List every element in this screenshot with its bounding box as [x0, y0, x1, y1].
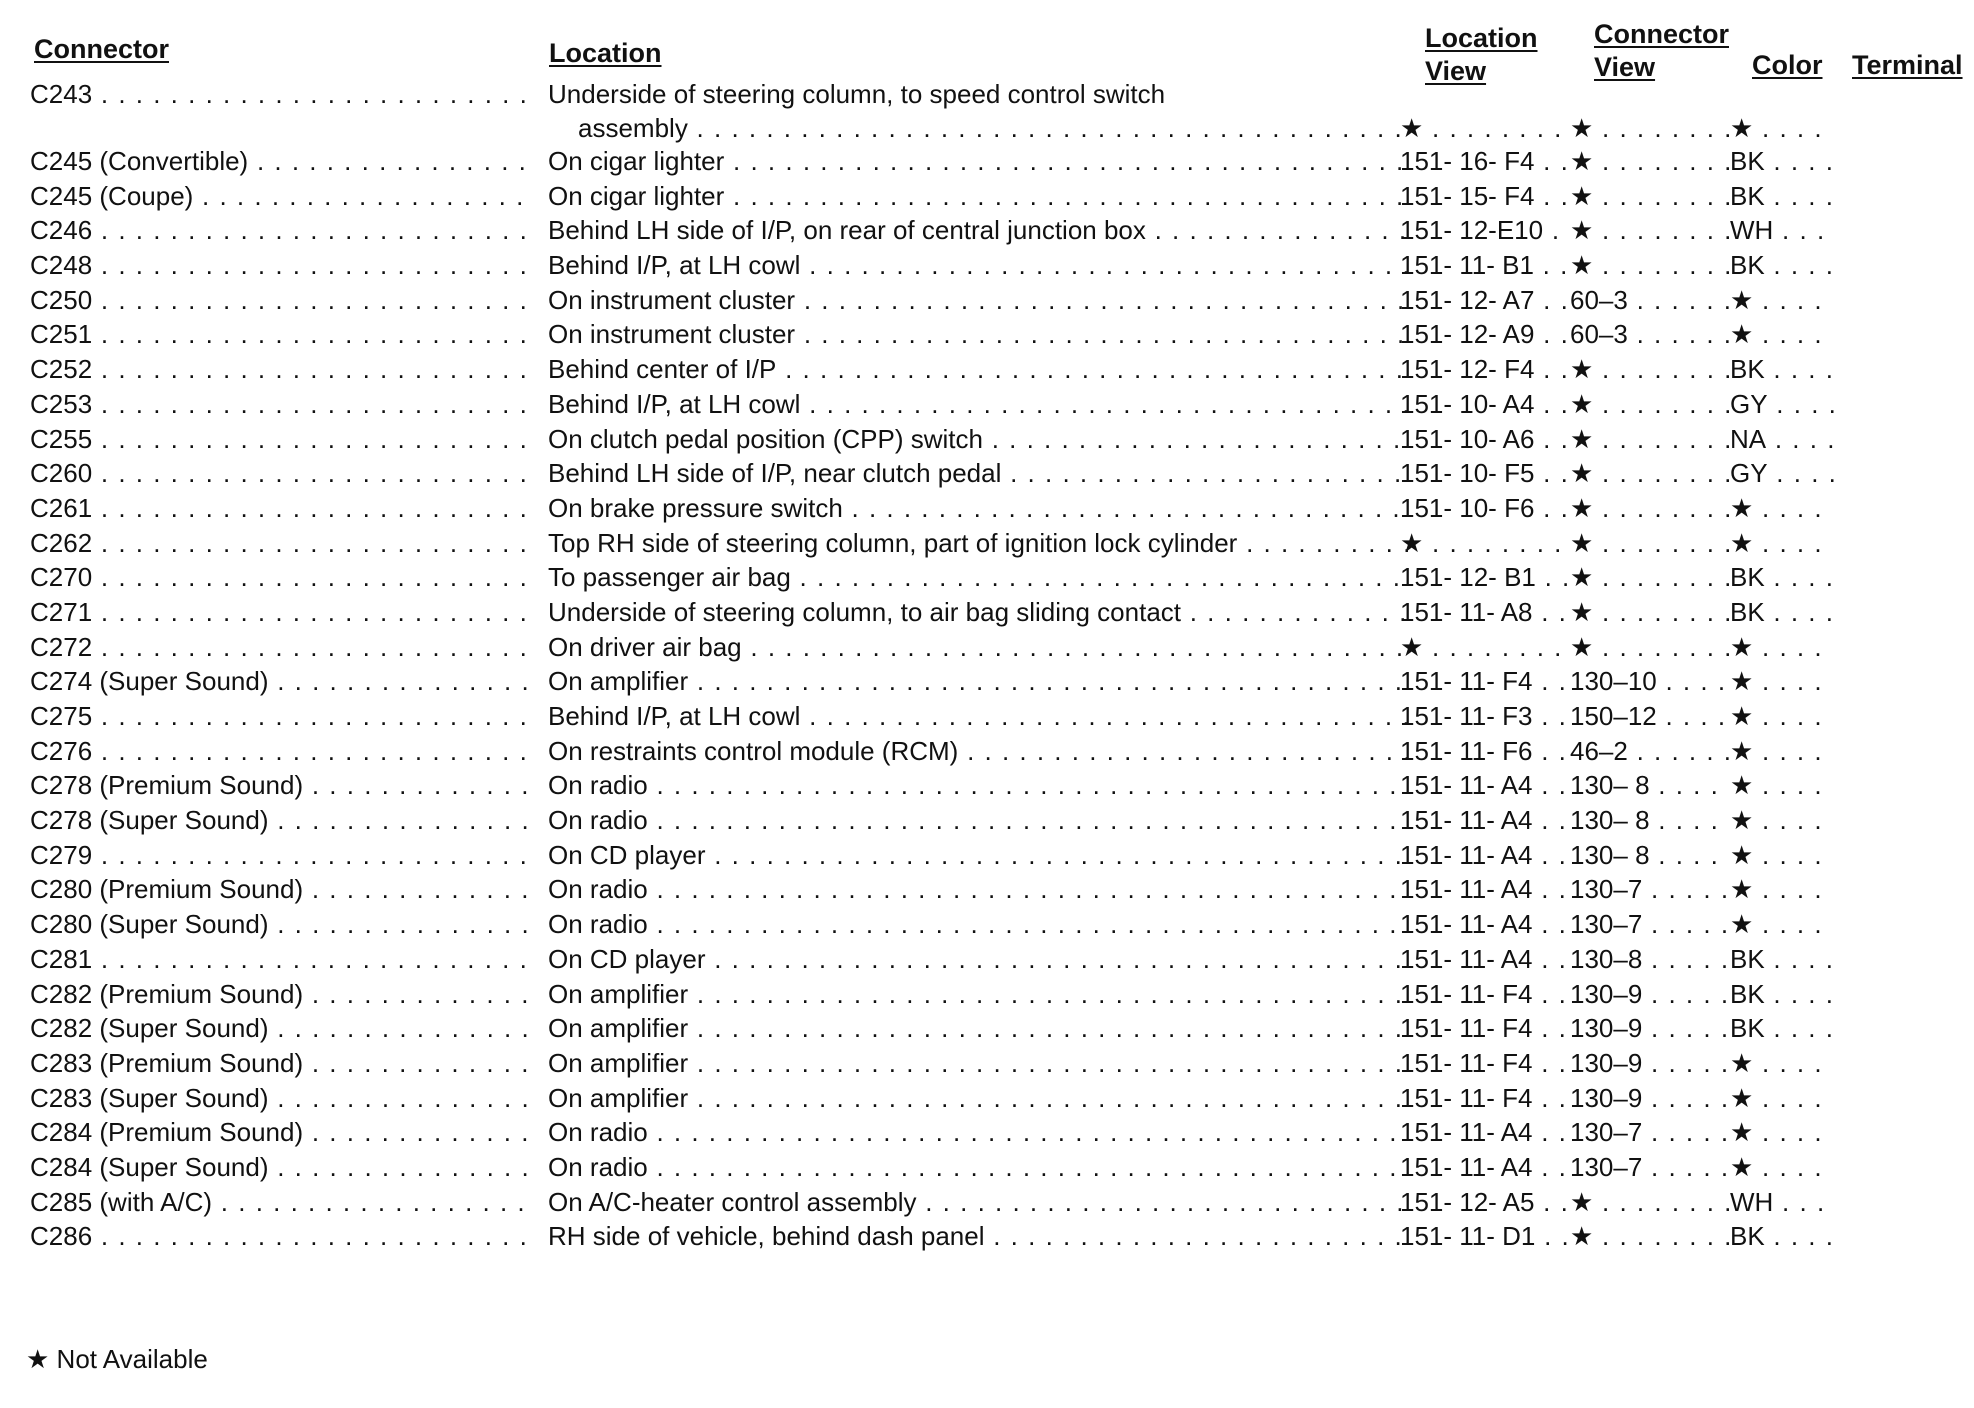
connector-cell: C248 . . .: [30, 250, 535, 281]
color-cell: ★ . . .: [1730, 770, 1834, 801]
location-view-cell: 151- 10- F5 . . .: [1400, 458, 1568, 489]
location-cell: assembly . . .: [578, 113, 1408, 144]
connector-cell: C270 . . .: [30, 562, 535, 593]
location-cell: Underside of steering column, to speed control switch: [548, 79, 1166, 109]
location-cell: Behind center of I/P . . .: [548, 354, 1408, 385]
location-view-cell: 151- 11- F4 . . .: [1400, 979, 1568, 1010]
location-view-cell: 151- 11- A8 . . .: [1400, 597, 1568, 628]
connector-cell: C280 (Premium Sound) . . .: [30, 874, 535, 905]
connector-view-cell: 130–9 . . .: [1570, 1048, 1730, 1079]
color-cell: GY . . .: [1730, 389, 1834, 420]
connector-view-cell: 60–3 . . .: [1570, 319, 1730, 350]
connector-view-cell: ★ . . .: [1570, 632, 1730, 663]
connector-view-cell: 150–12 . . .: [1570, 701, 1730, 732]
table-row: [30, 389, 1950, 424]
table-row: [30, 1117, 1950, 1152]
connector-view-cell: 130– 8 . . .: [1570, 840, 1730, 871]
location-view-cell: 151- 11- B1 . . .: [1400, 250, 1568, 281]
color-cell: ★ . . .: [1730, 1152, 1834, 1183]
connector-cell: C246 . . .: [30, 215, 535, 246]
location-view-cell: 151- 10- F6 . . .: [1400, 493, 1568, 524]
color-cell: BK . . .: [1730, 354, 1834, 385]
location-view-cell: ★ . . .: [1400, 528, 1568, 559]
location-cell: On amplifier . . .: [548, 1013, 1408, 1044]
location-cell: On CD player . . .: [548, 944, 1408, 975]
color-cell: ★ . . .: [1730, 736, 1834, 767]
connector-cell: C283 (Premium Sound) . . .: [30, 1048, 535, 1079]
table-row: [30, 1013, 1950, 1048]
connector-cell: C284 (Premium Sound) . . .: [30, 1117, 535, 1148]
table-row: [30, 146, 1950, 181]
location-view-cell: 151- 10- A6 . . .: [1400, 424, 1568, 455]
location-cell: On restraints control module (RCM) . . .: [548, 736, 1408, 767]
location-view-cell: 151- 11- F4 . . .: [1400, 1013, 1568, 1044]
connector-cell: C275 . . .: [30, 701, 535, 732]
location-cell: On radio . . .: [548, 770, 1408, 801]
connector-cell: C260 . . .: [30, 458, 535, 489]
table-row: [30, 1083, 1950, 1118]
color-cell: BK . . .: [1730, 979, 1834, 1010]
location-view-cell: 151- 11- D1 . . .: [1400, 1221, 1568, 1252]
color-cell: BK . . .: [1730, 562, 1834, 593]
color-cell: BK . . .: [1730, 944, 1834, 975]
header-terminal: Terminal: [1852, 50, 1963, 80]
location-view-cell: 151- 11- A4 . . .: [1400, 1152, 1568, 1183]
location-cell: On radio . . .: [548, 874, 1408, 905]
table-row: [30, 736, 1950, 771]
connector-view-cell: 46–2 . . .: [1570, 736, 1730, 767]
color-cell: BK . . .: [1730, 1221, 1834, 1252]
header-location-view-line1: Location: [1425, 23, 1538, 53]
table-row: [30, 1187, 1950, 1222]
connector-view-cell: 130–9 . . .: [1570, 1013, 1730, 1044]
location-cell: Behind I/P, at LH cowl . . .: [548, 250, 1408, 281]
location-view-cell: 151- 11- F4 . . .: [1400, 1048, 1568, 1079]
connector-view-cell: 130–9 . . .: [1570, 979, 1730, 1010]
location-cell: On driver air bag . . .: [548, 632, 1408, 663]
connector-view-cell: ★ . . .: [1570, 113, 1730, 144]
location-cell: On radio . . .: [548, 909, 1408, 940]
table-row: [30, 562, 1950, 597]
header-connector-view-line2: View: [1594, 52, 1656, 82]
connector-view-cell: ★ . . .: [1570, 528, 1730, 559]
color-cell: BK . . .: [1730, 146, 1834, 177]
location-cell: On A/C-heater control assembly . . .: [548, 1187, 1408, 1218]
color-cell: ★ . . .: [1730, 840, 1834, 871]
connector-view-cell: ★ . . .: [1570, 181, 1730, 212]
location-cell: RH side of vehicle, behind dash panel . . .: [548, 1221, 1408, 1252]
table-row: [30, 944, 1950, 979]
location-view-cell: 151- 11- A4 . . .: [1400, 840, 1568, 871]
location-view-cell: 151- 11- F3 . . .: [1400, 701, 1568, 732]
connector-cell: C286 . . .: [30, 1221, 535, 1252]
location-view-cell: 151- 11- A4 . . .: [1400, 770, 1568, 801]
color-cell: ★ . . .: [1730, 1117, 1834, 1148]
connector-view-cell: 130– 8 . . .: [1570, 770, 1730, 801]
connector-view-cell: 130– 8 . . .: [1570, 805, 1730, 836]
connector-cell: C280 (Super Sound) . . .: [30, 909, 535, 940]
location-view-cell: 151- 11- F4 . . .: [1400, 1083, 1568, 1114]
table-row: [30, 840, 1950, 875]
location-cell: On amplifier . . .: [548, 666, 1408, 697]
connector-cell: C281 . . .: [30, 944, 535, 975]
connector-view-cell: ★ . . .: [1570, 562, 1730, 593]
location-view-cell: ★ . . .: [1400, 632, 1568, 663]
location-cell: Behind I/P, at LH cowl . . .: [548, 389, 1408, 420]
table-row: [30, 181, 1950, 216]
table-row: [30, 666, 1950, 701]
table-row: [30, 493, 1950, 528]
table-row: [30, 701, 1950, 736]
connector-cell: C284 (Super Sound) . . .: [30, 1152, 535, 1183]
table-row: [30, 979, 1950, 1014]
location-view-cell: 151- 12- A7 . . .: [1400, 285, 1568, 316]
connector-cell: C252 . . .: [30, 354, 535, 385]
location-cell: On radio . . .: [548, 805, 1408, 836]
color-cell: ★ . . .: [1730, 805, 1834, 836]
location-cell: Behind LH side of I/P, near clutch pedal . . .: [548, 458, 1408, 489]
connector-cell: C278 (Super Sound) . . .: [30, 805, 535, 836]
table-row: [30, 1048, 1950, 1083]
table-row: [30, 770, 1950, 805]
location-cell: On amplifier . . .: [548, 1083, 1408, 1114]
connector-cell: C245 (Coupe) . . .: [30, 181, 535, 212]
color-cell: ★ . . .: [1730, 1083, 1834, 1114]
connector-view-cell: ★ . . .: [1570, 354, 1730, 385]
connector-cell: C271 . . .: [30, 597, 535, 628]
connector-cell: C253 . . .: [30, 389, 535, 420]
connector-cell: C282 (Premium Sound) . . .: [30, 979, 535, 1010]
connector-cell: C245 (Convertible) . . .: [30, 146, 535, 177]
location-view-cell: 151- 11- A4 . . .: [1400, 874, 1568, 905]
header-location-view-line2: View: [1425, 56, 1487, 86]
table-row: [30, 215, 1950, 250]
star-icon: ★: [26, 1344, 50, 1374]
color-cell: ★ . . .: [1730, 1048, 1834, 1079]
connector-view-cell: 130–10 . . .: [1570, 666, 1730, 697]
connector-cell: C251 . . .: [30, 319, 535, 350]
location-cell: On radio . . .: [548, 1152, 1408, 1183]
connector-view-cell: ★ . . .: [1570, 597, 1730, 628]
connector-view-cell: 130–7 . . .: [1570, 909, 1730, 940]
location-cell: On cigar lighter . . .: [548, 181, 1408, 212]
connector-view-cell: 130–8 . . .: [1570, 944, 1730, 975]
location-view-cell: 151- 10- A4 . . .: [1400, 389, 1568, 420]
table-row: [30, 632, 1950, 667]
color-cell: ★ . . .: [1730, 493, 1834, 524]
connector-cell: C261 . . .: [30, 493, 535, 524]
connector-view-cell: ★ . . .: [1570, 215, 1730, 246]
connector-cell: C283 (Super Sound) . . .: [30, 1083, 535, 1114]
table-row: [30, 597, 1950, 632]
connector-cell: C250 . . .: [30, 285, 535, 316]
header-connector-view: [1594, 18, 1729, 84]
header-location: Location: [549, 38, 662, 68]
connector-view-cell: ★ . . .: [1570, 424, 1730, 455]
color-cell: WH . . .: [1730, 1187, 1834, 1218]
color-cell: WH . . .: [1730, 215, 1834, 246]
table-row: [30, 354, 1950, 389]
table-row: [30, 528, 1950, 563]
header-connector: Connector: [34, 34, 169, 64]
color-cell: ★ . . .: [1730, 666, 1834, 697]
connector-cell: C282 (Super Sound) . . .: [30, 1013, 535, 1044]
connector-view-cell: 130–7 . . .: [1570, 874, 1730, 905]
location-view-cell: 151- 12-E10 . . .: [1400, 215, 1568, 246]
connector-view-cell: ★ . . .: [1570, 493, 1730, 524]
color-cell: ★ . . .: [1730, 528, 1834, 559]
location-view-cell: 151- 12- A5 . . .: [1400, 1187, 1568, 1218]
table-row: [30, 1152, 1950, 1187]
location-cell: Behind I/P, at LH cowl . . .: [548, 701, 1408, 732]
location-cell: On clutch pedal position (CPP) switch . . .: [548, 424, 1408, 455]
location-cell: Top RH side of steering column, part of ignition lock cylinder . . .: [548, 528, 1408, 559]
table-row: [30, 79, 1950, 113]
location-view-cell: 151- 11- A4 . . .: [1400, 805, 1568, 836]
color-cell: ★ . . .: [1730, 909, 1834, 940]
table-row: [30, 805, 1950, 840]
color-cell: BK . . .: [1730, 1013, 1834, 1044]
header-color: Color: [1752, 50, 1823, 80]
connector-cell: C262 . . .: [30, 528, 535, 559]
location-cell: On instrument cluster . . .: [548, 285, 1408, 316]
connector-view-cell: 130–9 . . .: [1570, 1083, 1730, 1114]
location-view-cell: 151- 15- F4 . . .: [1400, 181, 1568, 212]
location-view-cell: 151- 12- B1 . . .: [1400, 562, 1568, 593]
location-view-cell: 151- 11- A4 . . .: [1400, 944, 1568, 975]
color-cell: ★ . . .: [1730, 701, 1834, 732]
location-view-cell: 151- 11- A4 . . .: [1400, 1117, 1568, 1148]
connector-cell: C276 . . .: [30, 736, 535, 767]
connector-cell: C274 (Super Sound) . . .: [30, 666, 535, 697]
color-cell: ★ . . .: [1730, 874, 1834, 905]
connector-view-cell: ★ . . .: [1570, 458, 1730, 489]
location-cell: On instrument cluster . . .: [548, 319, 1408, 350]
color-cell: NA . . .: [1730, 424, 1834, 455]
location-view-cell: 151- 16- F4 . . .: [1400, 146, 1568, 177]
connector-cell: C285 (with A/C) . . .: [30, 1187, 535, 1218]
color-cell: ★ . . .: [1730, 319, 1834, 350]
location-cell: On CD player . . .: [548, 840, 1408, 871]
location-cell: On cigar lighter . . .: [548, 146, 1408, 177]
location-cell: Underside of steering column, to air bag sliding contact . . .: [548, 597, 1408, 628]
color-cell: BK . . .: [1730, 181, 1834, 212]
table-row: [30, 1221, 1950, 1256]
color-cell: BK . . .: [1730, 250, 1834, 281]
connector-view-cell: ★ . . .: [1570, 1221, 1730, 1252]
location-view-cell: 151- 12- A9 . . .: [1400, 319, 1568, 350]
location-cell: On amplifier . . .: [548, 979, 1408, 1010]
location-cell: On brake pressure switch . . .: [548, 493, 1408, 524]
location-view-cell: 151- 11- A4 . . .: [1400, 909, 1568, 940]
table-row: [30, 458, 1950, 493]
connector-view-cell: ★ . . .: [1570, 1187, 1730, 1218]
connector-view-cell: ★ . . .: [1570, 146, 1730, 177]
location-view-cell: 151- 11- F4 . . .: [1400, 666, 1568, 697]
connector-view-cell: 130–7 . . .: [1570, 1117, 1730, 1148]
table-row: [30, 319, 1950, 354]
color-cell: ★ . . .: [1730, 285, 1834, 316]
legend-text: Not Available: [56, 1344, 208, 1374]
location-cell: On amplifier . . .: [548, 1048, 1408, 1079]
table-row: [30, 113, 1950, 146]
location-cell: Behind LH side of I/P, on rear of central junction box . . .: [548, 215, 1408, 246]
table-row: [30, 424, 1950, 459]
connector-cell: C278 (Premium Sound) . . .: [30, 770, 535, 801]
color-cell: GY . . .: [1730, 458, 1834, 489]
header-connector-view-line1: Connector: [1594, 19, 1729, 49]
connector-cell: C272 . . .: [30, 632, 535, 663]
table-row: [30, 909, 1950, 944]
connector-view-cell: ★ . . .: [1570, 389, 1730, 420]
table-row: [30, 250, 1950, 285]
legend: [26, 1344, 208, 1375]
location-cell: To passenger air bag . . .: [548, 562, 1408, 593]
color-cell: ★ . . .: [1730, 632, 1834, 663]
table-row: [30, 285, 1950, 320]
connector-cell: C279 . . .: [30, 840, 535, 871]
table-row: [30, 874, 1950, 909]
connector-view-cell: ★ . . .: [1570, 250, 1730, 281]
color-cell: ★ . . .: [1730, 113, 1834, 144]
color-cell: BK . . .: [1730, 597, 1834, 628]
location-view-cell: 151- 12- F4 . . .: [1400, 354, 1568, 385]
connector-table-body: [30, 79, 1950, 1256]
location-view-cell: ★ . . .: [1400, 113, 1568, 144]
connector-view-cell: 60–3 . . .: [1570, 285, 1730, 316]
location-view-cell: 151- 11- F6 . . .: [1400, 736, 1568, 767]
connector-cell: C243 . . .: [30, 79, 535, 110]
connector-view-cell: 130–7 . . .: [1570, 1152, 1730, 1183]
location-cell: On radio . . .: [548, 1117, 1408, 1148]
connector-cell: C255 . . .: [30, 424, 535, 455]
